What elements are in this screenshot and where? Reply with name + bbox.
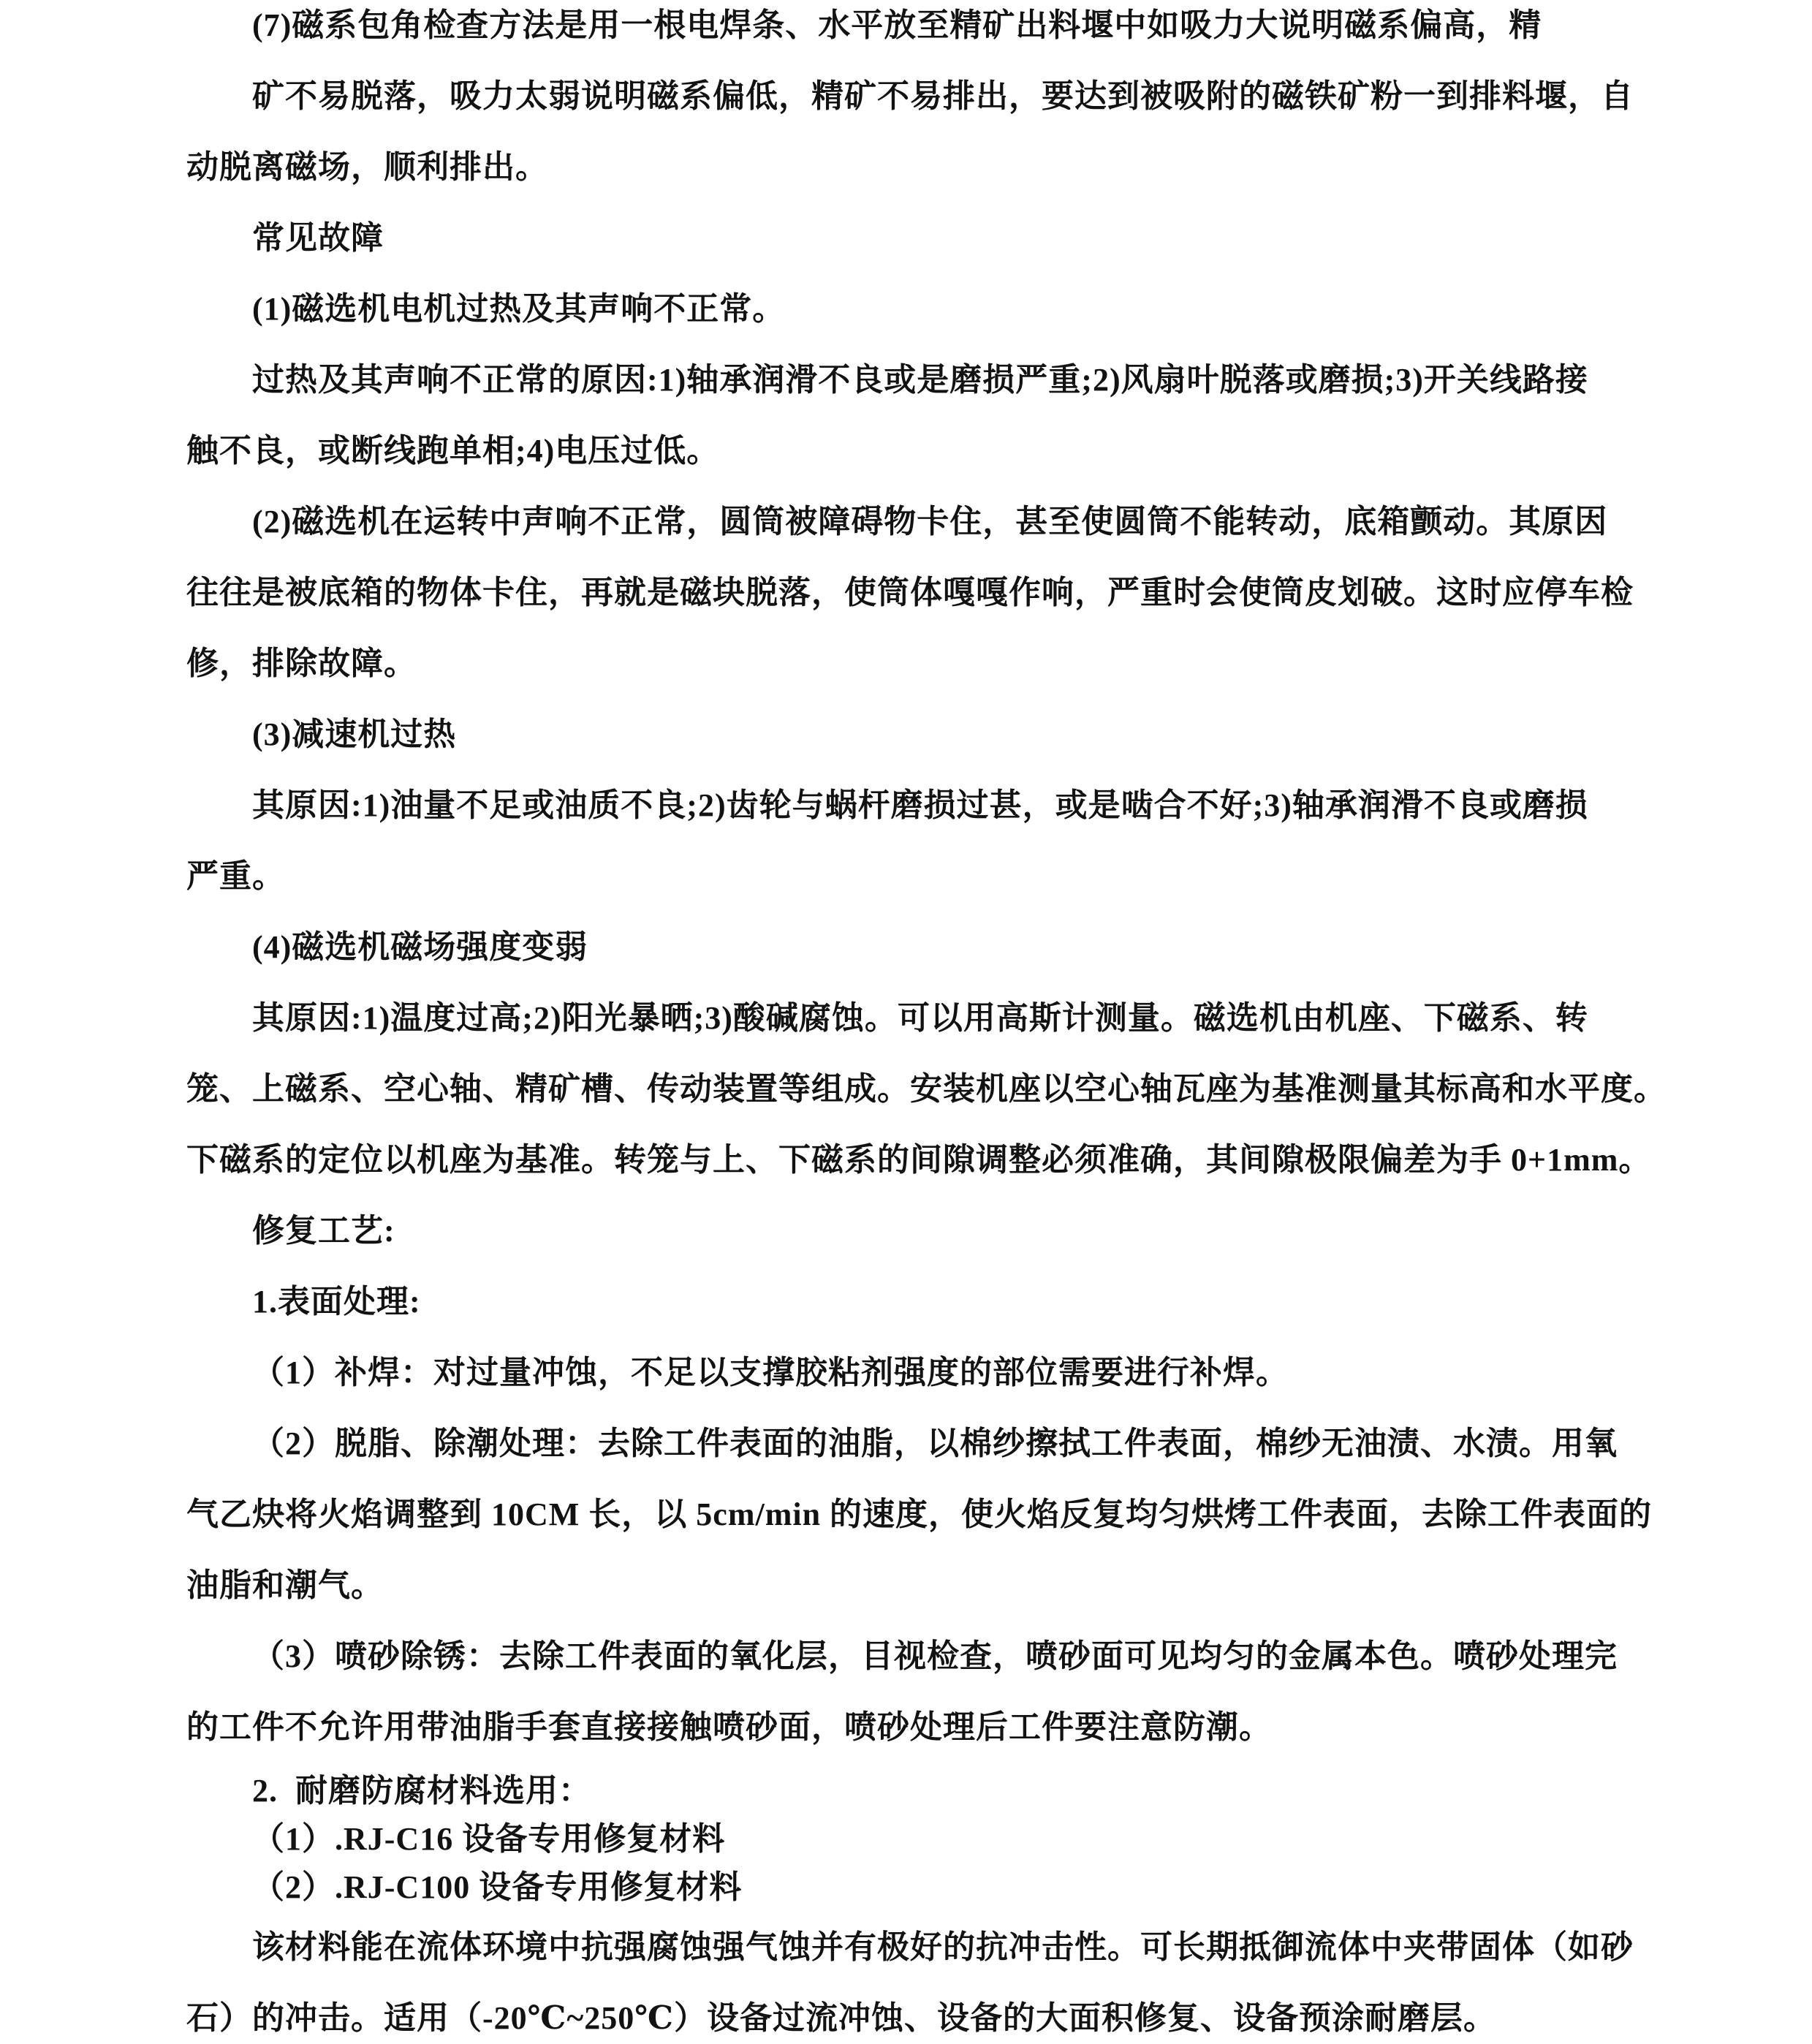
text-line: (7)磁系包角检查方法是用一根电焊条、水平放至精矿出料堰中如吸力大说明磁系偏高，精 — [252, 7, 1542, 43]
text-line: 石）的冲击。适用（-20℃~250℃）设备过流冲蚀、设备的大面积修复、设备预涂耐磨层。 — [186, 2000, 1496, 2036]
section-heading: 常见故障 — [252, 220, 384, 256]
text-line: (4)磁选机磁场强度变弱 — [252, 929, 588, 965]
text-line: 该材料能在流体环境中抗强腐蚀强气蚀并有极好的抗冲击性。可长期抵御流体中夹带固体（如砂 — [252, 1929, 1634, 1965]
text-line: 触不良，或断线跑单相;4)电压过低。 — [186, 433, 720, 469]
text-line: 笼、上磁系、空心轴、精矿槽、传动装置等组成。安装机座以空心轴瓦座为基准测量其标高和水平度。 — [186, 1071, 1667, 1107]
text-line: （3）喷砂除锈：去除工件表面的氧化层，目视检查，喷砂面可见均匀的金属本色。喷砂处理完 — [252, 1638, 1618, 1674]
text-line: （2）脱脂、除潮处理：去除工件表面的油脂，以棉纱擦拭工件表面，棉纱无油渍、水渍。用氧 — [252, 1426, 1618, 1461]
text-line: 矿不易脱落，吸力太弱说明磁系偏低，精矿不易排出，要达到被吸附的磁铁矿粉一到排料堰，自 — [252, 78, 1634, 114]
text-line: (3)减速机过热 — [252, 716, 457, 752]
list-item: （2）.RJ-C100 设备专用修复材料 — [252, 1869, 743, 1905]
text-line: 修，排除故障。 — [186, 646, 417, 681]
list-item: （1）.RJ-C16 设备专用修复材料 — [252, 1821, 726, 1857]
text-line: (1)磁选机电机过热及其声响不正常。 — [252, 291, 786, 327]
text-line: 气乙炔将火焰调整到 10CM 长，以 5cm/min 的速度，使火焰反复均匀烘烤工件表面，去除工件表面的 — [186, 1496, 1653, 1532]
text-line: 往往是被底箱的物体卡住，再就是磁块脱落，使筒体嘎嘎作响，严重时会使筒皮划破。这时应停车检 — [186, 575, 1634, 610]
text-line: 的工件不允许用带油脂手套直接接触喷砂面，喷砂处理后工件要注意防潮。 — [186, 1709, 1272, 1745]
text-line: 动脱离磁场，顺利排出。 — [186, 149, 548, 185]
section-heading: 2. 耐磨防腐材料选用： — [252, 1773, 591, 1809]
text-line: 其原因:1)油量不足或油质不良;2)齿轮与蜗杆磨损过甚，或是啮合不好;3)轴承润滑不良或磨损 — [252, 787, 1588, 823]
section-heading: 修复工艺: — [252, 1213, 395, 1249]
text-line: （1）补焊：对过量冲蚀，不足以支撑胶粘剂强度的部位需要进行补焊。 — [252, 1355, 1289, 1390]
section-heading: 1.表面处理: — [252, 1284, 421, 1320]
text-line: 其原因:1)温度过高;2)阳光暴晒;3)酸碱腐蚀。可以用高斯计测量。磁选机由机座、下磁系、转 — [252, 1000, 1588, 1036]
text-line: 过热及其声响不正常的原因:1)轴承润滑不良或是磨损严重;2)风扇叶脱落或磨损;3)开关线路接 — [252, 362, 1588, 398]
text-line: 严重。 — [186, 858, 285, 894]
text-line: (2)磁选机在运转中声响不正常，圆筒被障碍物卡住，甚至使圆筒不能转动，底箱颤动。其原因 — [252, 504, 1608, 540]
text-line: 下磁系的定位以机座为基准。转笼与上、下磁系的间隙调整必须准确，其间隙极限偏差为手 0+1mm。 — [186, 1142, 1652, 1178]
text-line: 油脂和潮气。 — [186, 1567, 384, 1603]
